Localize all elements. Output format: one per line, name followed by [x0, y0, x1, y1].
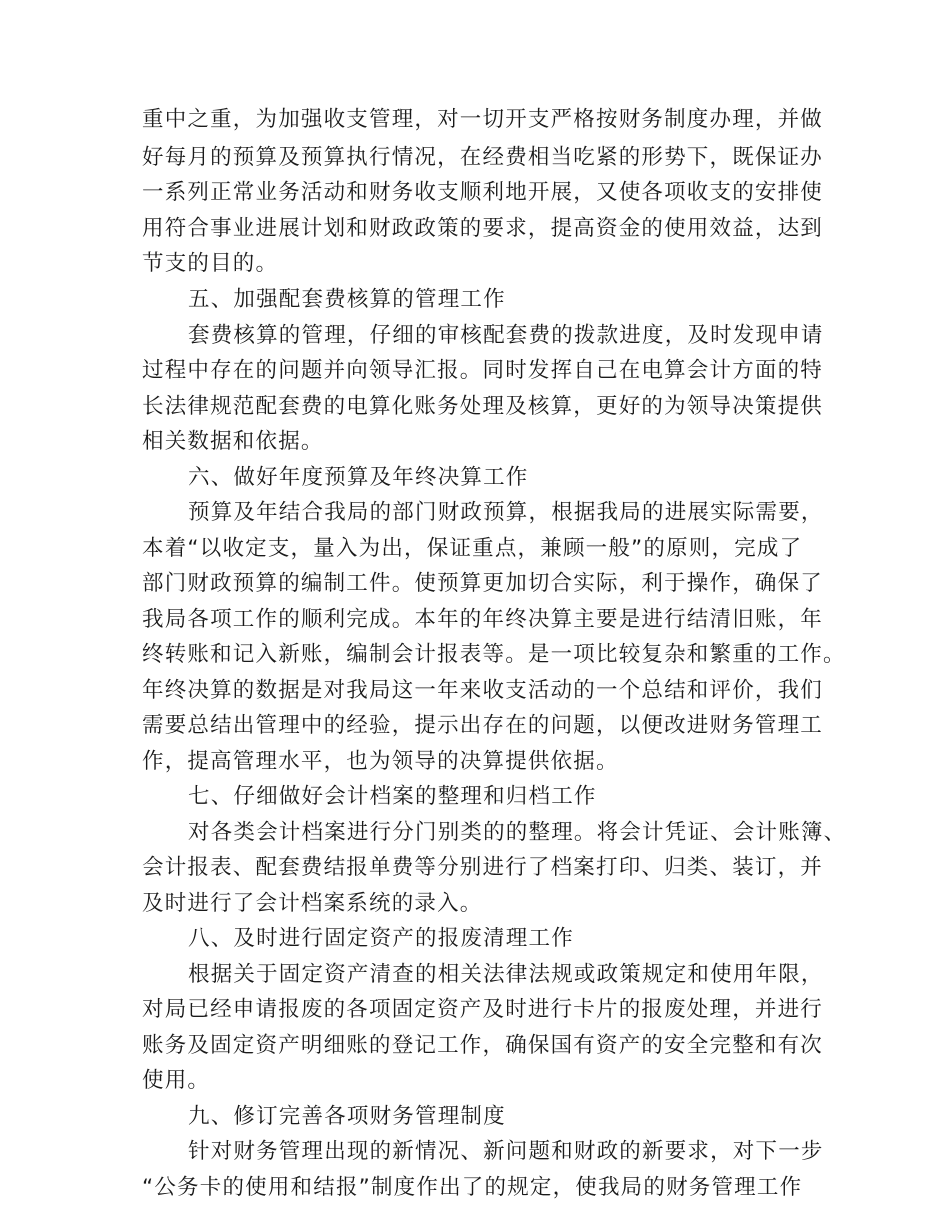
paragraph-line: 用符合事业进展计划和财政政策的要求，提高资金的使用效益，达到 [142, 216, 824, 241]
paragraph-line: 套费核算的管理，仔细的审核配套费的拨款进度，及时发现申请 [188, 323, 824, 348]
paragraph-line: “公务卡的使用和结报”制度作出了的规定，使我局的财务管理工作 [142, 1175, 803, 1200]
section-heading-9: 九、修订完善各项财务管理制度 [188, 1104, 506, 1129]
paragraph-line: 对各类会计档案进行分门别类的的整理。将会计凭证、会计账簿、 [188, 820, 847, 845]
paragraph-line: 终转账和记入新账，编制会计报表等。是一项比较复杂和繁重的工作。 [142, 642, 846, 667]
section-heading-7: 七、仔细做好会计档案的整理和归档工作 [188, 784, 597, 809]
paragraph-line: 根据关于固定资产清查的相关法律法规或政策规定和使用年限， [188, 962, 824, 987]
section-heading-5: 五、加强配套费核算的管理工作 [188, 287, 506, 312]
paragraph-line: 对局已经申请报废的各项固定资产及时进行卡片的报废处理，并进行 [142, 997, 824, 1022]
paragraph-line: 账务及固定资产明细账的登记工作，确保国有资产的安全完整和有次 [142, 1033, 824, 1058]
section-heading-8: 八、及时进行固定资产的报废清理工作 [188, 926, 574, 951]
paragraph-line: 需要总结出管理中的经验，提示出存在的问题，以便改进财务管理工 [142, 713, 824, 738]
paragraph-line: 相关数据和依据。 [142, 429, 324, 454]
paragraph-line: 部门财政预算的编制工件。使预算更加切合实际，利于操作，确保了 [142, 571, 824, 596]
paragraph-line: 针对财务管理出现的新情况、新问题和财政的新要求，对下一步 [188, 1139, 824, 1164]
paragraph-line: 一系列正常业务活动和财务收支顺利地开展，又使各项收支的安排使 [142, 180, 824, 205]
paragraph-line: 及时进行了会计档案系统的录入。 [142, 891, 483, 916]
paragraph-line: 好每月的预算及预算执行情况，在经费相当吃紧的形势下，既保证办 [142, 145, 824, 170]
section-heading-6: 六、做好年度预算及年终决算工作 [188, 465, 529, 490]
paragraph-line: 节支的目的。 [142, 251, 279, 276]
paragraph-line: 长法律规范配套费的电算化账务处理及核算，更好的为领导决策提供 [142, 394, 824, 419]
paragraph-line: 预算及年结合我局的部门财政预算，根据我局的进展实际需要， [188, 500, 824, 525]
paragraph-line: 重中之重，为加强收支管理，对一切开支严格按财务制度办理，并做 [142, 107, 824, 132]
paragraph-line: 我局各项工作的顺利完成。本年的年终决算主要是进行结清旧账，年 [142, 607, 824, 632]
paragraph-line: 年终决算的数据是对我局这一年来收支活动的一个总结和评价，我们 [142, 678, 824, 703]
paragraph-line: 过程中存在的问题并向领导汇报。同时发挥自己在电算会计方面的特 [142, 358, 824, 383]
paragraph-line: 使用。 [142, 1068, 211, 1093]
paragraph-line: 本着“以收定支，量入为出，保证重点，兼顾一般”的原则，完成了 [142, 536, 803, 561]
paragraph-line: 会计报表、配套费结报单费等分别进行了档案打印、归类、装订，并 [142, 855, 824, 880]
paragraph-line: 作，提高管理水平，也为领导的决算提供依据。 [142, 749, 619, 774]
